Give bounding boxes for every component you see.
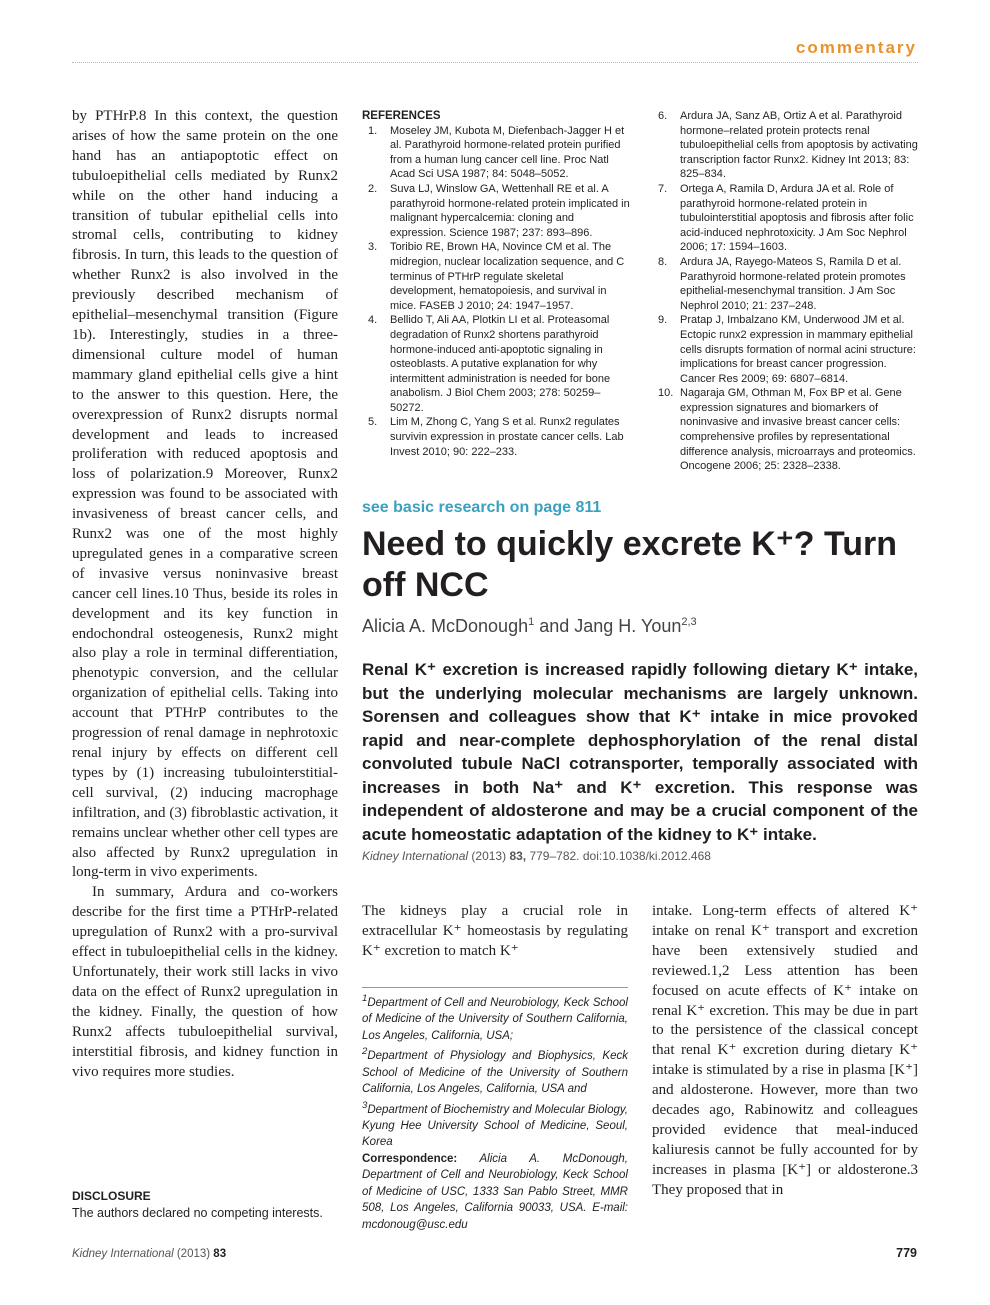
- correspondence-label: Correspondence:: [362, 1152, 458, 1165]
- reference-item: [652, 109, 922, 182]
- reference-number: 7.: [658, 182, 668, 195]
- affiliation-3-marker: 3: [362, 1099, 368, 1111]
- reference-number: 1.: [368, 124, 378, 137]
- reference-item: [652, 386, 922, 474]
- authors: [362, 616, 697, 637]
- reference-text: Ardura JA, Sanz AB, Ortiz A et al. Parathyroid hormone–related protein protects renal tubuloepithelial cells from apoptosis by activating transcription factor Runx2. Kidney Int 2013; 83: 825–834.: [680, 110, 918, 181]
- affiliation-1: [362, 991, 628, 1044]
- disclosure: [72, 1188, 352, 1222]
- reference-text: Suva LJ, Winslow GA, Wettenhall RE et al. A parathyroid hormone-related protein implicated in malignant hypercalcemia: cloning and expression. Science 1987; 237: 893–896.: [390, 182, 630, 239]
- footer-journal: [72, 1248, 226, 1260]
- reference-number: 3.: [368, 241, 378, 254]
- reference-text: Toribio RE, Brown HA, Novince CM et al. The midregion, nuclear localization sequence, and C terminus of PTHrP regulate skeletal development, hematopoiesis, and survival in mice. FASEB J 2010; 24: 1947–1957.: [390, 241, 625, 312]
- left-column-text: [72, 107, 338, 1082]
- left-column-paragraph-2: In summary, Ardura and co-workers describe for the first time a PTHrP-related upregulation of Runx2 with a pro-survival effect in tubuloepithelial cells in the kidney. Unfortunately, their work still lacks in vivo data on the effect of Runx2 upregulation in the kidney. Finally, the question of how Runx2 affects tubuloepithelial survival, interstitial fibrosis, and kidney function in vivo requires more studies.: [72, 884, 338, 1080]
- reference-item: [362, 124, 632, 182]
- affiliation-3-text: Department of Biochemistry and Molecular Biology, Kyung Hee University School of Medicine, Seoul, Korea: [362, 1103, 628, 1149]
- citation-journal: Kidney International: [362, 849, 469, 863]
- reference-text: Ortega A, Ramila D, Ardura JA et al. Role of parathyroid hormone-related protein in tubulointerstitial apoptosis and fibrosis after folic acid-induced nephrotoxicity. J Am Soc Nephrol 2006; 17: 1594–1603.: [680, 182, 914, 254]
- reference-item: [362, 415, 632, 459]
- affiliation-2-text: Department of Physiology and Biophysics, Keck School of Medicine of the University of Southern California, Los Angeles, California, USA and: [362, 1050, 628, 1096]
- reference-text: Nagaraja GM, Othman M, Fox BP et al. Gene expression signatures and biomarkers of noninvasive and invasive breast cancer cells: comprehensive profiles by representational difference analysis, microarrays and proteomics. Oncogene 2006; 25: 2328–2338.: [680, 387, 916, 473]
- author-1: Alicia A. McDonough: [362, 616, 529, 636]
- reference-number: 8.: [658, 255, 668, 268]
- references-column-2: [652, 109, 922, 474]
- reference-item: [652, 255, 922, 313]
- reference-text: Bellido T, Ali AA, Plotkin LI et al. Proteasomal degradation of Runx2 shortens parathyroid hormone-induced anti-apoptotic signaling in osteoblasts. A putative explanation for why intermittent administration is needed for bone anabolism. J Biol Chem 2003; 278: 50259–50272.: [390, 314, 611, 414]
- reference-number: 2.: [368, 182, 378, 195]
- disclosure-heading: DISCLOSURE: [72, 1189, 151, 1203]
- left-column-paragraph-1: by PTHrP.8 In this context, the question arises of how the same protein on the one hand has an antiapoptotic effect on tubuloepithelial cells mediated by Runx2 while on the other hand inducing a transition of tubular epithelial cells into stromal cells, contributing to kidney fibrosis. In turn, this leads to the question of whether Runx2 is also involved in the previously described mechanism of epithelial–mesenchymal transition (Figure 1b). Interestingly, studies in a three-dimensional culture model of human mammary gland epithelial cells give a hint to the answer to this question. Here, the overexpression of Runx2 disrupts normal development and leads to increased proliferation with reduced apoptosis and loss of polarization.9 Moreover, Runx2 expression was found to be associated with invasiveness of breast cancer cells, and Runx2 was one of the most highly upregulated genes in a comparative screen of invasive versus noninvasive breast cancer cell lines.10 Thus, beside its roles in development and its key function in endochondral osteogenesis, Runx2 might also play a role in terminal differentiation, phenotypic conversion, and the cellular organization of epithelial cells. Taking into account that PTHrP contributes to the progression of renal damage in nephrotoxic renal injury by effects on different cell types by (1) increasing tubulointerstitial-cell survival, (2) inducing macrophage infiltration, and (3) fibroblastic activation, it remains unclear whether other cell types are also affected by Runx2 upregulation in long-term in vivo experiments.: [72, 108, 338, 881]
- footer-year: (2013): [173, 1248, 214, 1260]
- references-column-1: [362, 109, 632, 459]
- author-2-affiliation: 2,3: [681, 616, 697, 628]
- correspondence-text: Alicia A. McDonough, Department of Cell and Neurobiology, Keck School of Medicine of USC, 1333 San Pablo Street, MMR 508, Los Angeles, California 90033, USA. E-mail: mcdonoug@usc.edu: [362, 1152, 628, 1231]
- citation: [362, 849, 711, 863]
- abstract: Renal K⁺ excretion is increased rapidly following dietary K⁺ intake, but the underlying molecular mechanisms are largely unknown. Sorensen and colleagues show that K⁺ intake in mice provoked rapid and near-complete dephosphorylation of the renal distal convoluted tubule NaCl cotransporter, temporally associated with increases in both Na⁺ and K⁺ excretion. This response was independent of aldosterone and may be a crucial component of the acute homeostatic adaptation of the kidney to K⁺ intake.: [362, 660, 918, 844]
- reference-text: Lim M, Zhong C, Yang S et al. Runx2 regulates survivin expression in prostate cancer cells. Lab Invest 2010; 90: 222–233.: [390, 416, 624, 458]
- reference-item: [652, 313, 922, 386]
- body-text-column-a: The kidneys play a crucial role in extracellular K⁺ homeostasis by regulating K⁺ excretion to match K⁺: [362, 903, 628, 959]
- reference-item: [362, 313, 632, 415]
- author-conjunction: and: [534, 616, 575, 636]
- reference-item: [362, 240, 632, 313]
- reference-item: [362, 182, 632, 240]
- author-2: Jang H. Youn: [574, 616, 682, 636]
- reference-number: 10.: [658, 387, 674, 400]
- citation-volume: 83,: [509, 849, 527, 863]
- reference-number: 9.: [658, 314, 668, 327]
- affiliations: [362, 991, 628, 1233]
- body-text-column-b: intake. Long-term effects of altered K⁺ intake on renal K⁺ transport and excretion have been extensively studied and reviewed.1,2 Less attention has been focused on acute effects of K⁺ intake on renal K⁺ excretion. This may be due in part to the persistence of the classical concept that renal K⁺ excretion during dietary K⁺ intake is stimulated by a rise in plasma [K⁺] and aldosterone. However, more than two decades ago, Rabinowitz and colleagues provided evidence that meal-induced kaliuresis cannot be fully accounted for by increases in plasma [K⁺] or aldosterone.3 They proposed that in: [652, 903, 918, 1198]
- affiliation-2: [362, 1044, 628, 1097]
- correspondence: [362, 1151, 628, 1234]
- affiliations-divider: [362, 987, 628, 988]
- reference-text: Ardura JA, Rayego-Mateos S, Ramila D et al. Parathyroid hormone-related protein promotes epithelial-mesenchymal transition. J Am Soc Nephrol 2010; 21: 237–248.: [680, 255, 906, 312]
- footer-journal-name: Kidney International: [72, 1248, 174, 1260]
- references-heading: REFERENCES: [362, 110, 441, 122]
- article-title: Need to quickly excrete K⁺? Turn off NCC: [362, 525, 898, 604]
- affiliation-2-marker: 2: [362, 1046, 368, 1058]
- header-divider: [72, 62, 918, 63]
- footer-volume: 83: [213, 1248, 227, 1260]
- affiliation-1-marker: 1: [362, 993, 368, 1004]
- affiliation-3: [362, 1098, 628, 1151]
- reference-text: Moseley JM, Kubota M, Diefenbach-Jagger H et al. Parathyroid hormone-related protein purified from a human lung cancer cell line. Proc Natl Acad Sci USA 1987; 84: 5048–5052.: [390, 124, 625, 181]
- citation-pages-doi: 779–782. doi:10.1038/ki.2012.468: [526, 849, 711, 863]
- author-1-affiliation: 1: [528, 616, 535, 628]
- citation-year: (2013): [468, 849, 510, 863]
- reference-number: 5.: [368, 416, 378, 429]
- reference-text: Pratap J, Imbalzano KM, Underwood JM et al. Ectopic runx2 expression in mammary epithelial cells disrupts formation of normal acini structure: implications for breast cancer progression. Cancer Res 2009; 69: 6807–6814.: [680, 314, 916, 385]
- disclosure-text: The authors declared no competing interests.: [72, 1206, 323, 1220]
- page-number: 779: [896, 1246, 917, 1260]
- section-label: commentary: [795, 38, 917, 57]
- reference-number: 4.: [368, 314, 378, 327]
- affiliation-1-text: Department of Cell and Neurobiology, Keck School of Medicine of the University of Southern California, Los Angeles, California, USA;: [362, 996, 628, 1042]
- reference-number: 6.: [658, 110, 668, 122]
- see-basic-research-link[interactable]: see basic research on page 811: [362, 499, 602, 516]
- reference-item: [652, 182, 922, 255]
